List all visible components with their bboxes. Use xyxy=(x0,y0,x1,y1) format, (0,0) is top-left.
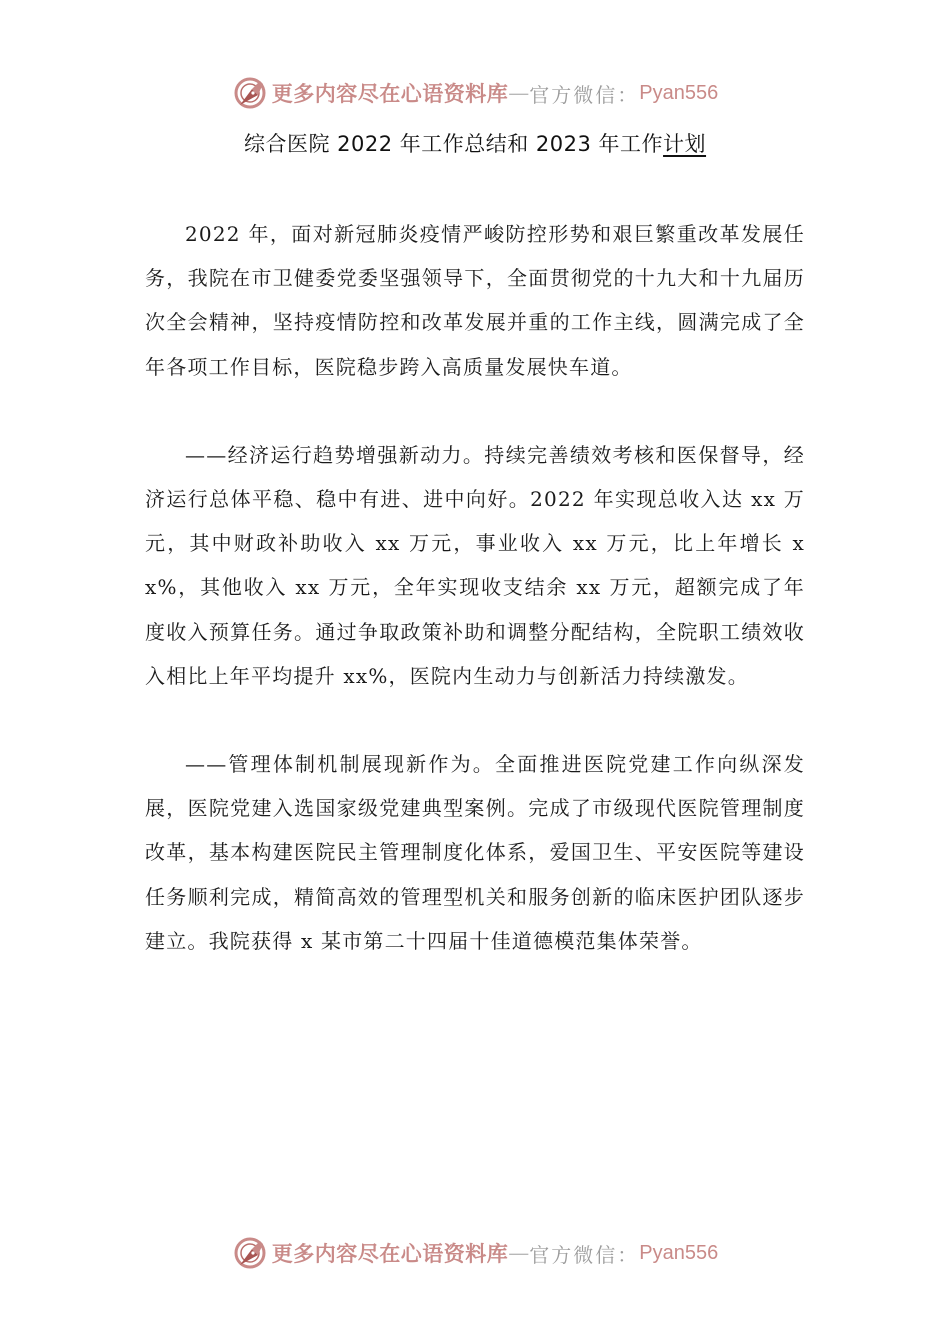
paragraph-intro: 2022 年，面对新冠肺炎疫情严峻防控形势和艰巨繁重改革发展任务，我院在市卫健委党委坚强领导下，全面贯彻党的十九大和十九届历次全会精神，坚持疫情防控和改革发展并重的工作主线，圆满完成了全年各项工作目标，医院稳步跨入高质量发展快车道。 xyxy=(145,222,805,379)
banner-separator: — xyxy=(508,81,530,105)
title-underlined: 计划 xyxy=(663,132,707,156)
wechat-id: Pyan556 xyxy=(639,81,719,104)
paragraph-economy: ——经济运行趋势增强新动力。持续完善绩效考核和医保督导，经济运行总体平稳、稳中有进、进中向好。2022 年实现总收入达 xx 万元，其中财政补助收入 xx 万元，事业收入 xx 万元，比上年增长 xx%，其他收入 xx 万元，全年实现收支结余 xx 万元，超额完成了年度收入预算任务。通过争取政策补助和调整分配结构，全院职工绩效收入相比上年平均提升 xx%，医院内生动力与创新活力持续激发。 xyxy=(145,442,805,688)
header-banner xyxy=(0,68,950,118)
document-body xyxy=(145,212,805,1007)
document-title xyxy=(0,128,950,158)
paragraph-management: ——管理体制机制展现新作为。全面推进医院党建工作向纵深发展，医院党建入选国家级党建典型案例。完成了市级现代医院管理制度改革，基本构建医院民主管理制度化体系，爱国卫生、平安医院等建设任务顺利完成，精简高效的管理型机关和服务创新的临床医护团队逐步建立。我院获得 x 某市第二十四届十佳道德模范集体荣誉。 xyxy=(145,752,805,953)
title-main: 综合医院 2022 年工作总结和 2023 年工作 xyxy=(243,132,664,156)
wechat-label: 官方微信： xyxy=(529,1242,640,1267)
footer-banner xyxy=(0,1228,950,1278)
brand-text: 更多内容尽在心语资料库 xyxy=(271,1241,509,1266)
wechat-label: 官方微信： xyxy=(529,82,640,107)
brand-text: 更多内容尽在心语资料库 xyxy=(271,81,509,106)
banner-separator: — xyxy=(508,1241,530,1265)
pen-nib-circle-icon xyxy=(232,75,268,111)
pen-nib-circle-icon xyxy=(232,1235,268,1271)
wechat-id: Pyan556 xyxy=(639,1241,719,1264)
